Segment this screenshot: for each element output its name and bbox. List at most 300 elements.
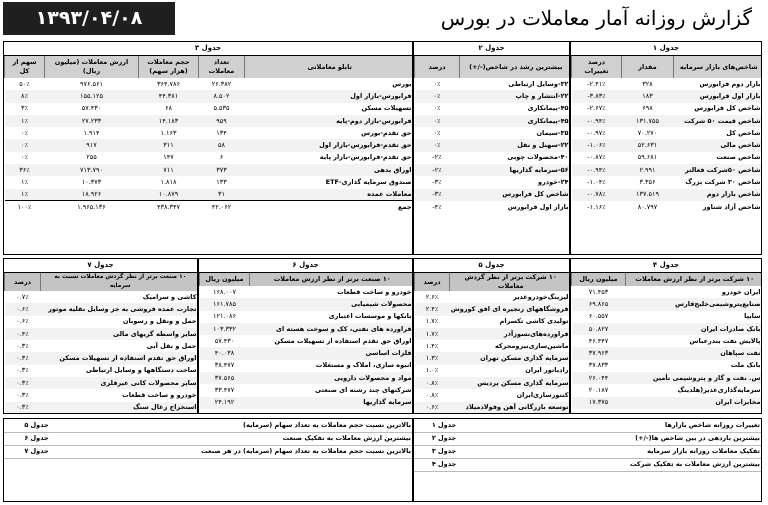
row-value: ۷۰.۲۷۰ <box>637 128 658 137</box>
row-value: ۱۷.۳۷۵ <box>572 397 626 409</box>
company-row <box>572 311 763 323</box>
row-value: ۳.۳۵۶ <box>639 178 656 187</box>
row-label: ۴۵-پیمانکاری <box>527 104 569 113</box>
row-label: استخراج زغال سنگ <box>41 402 199 414</box>
row-value: ۰٪ <box>433 128 441 137</box>
row-value: ۳۷.۹۶۳ <box>572 347 626 359</box>
row-value: ۹۵۹ <box>199 115 245 127</box>
row-label: شاخص کل فرابورس <box>460 189 571 201</box>
row-value: ۳۲۸ <box>642 79 653 88</box>
row-label: سرمایه گذاریها <box>250 397 414 409</box>
row-label: کنتورسازی‌ایران <box>516 391 569 400</box>
industry-row <box>5 340 199 352</box>
company-row <box>572 372 763 384</box>
industry-row <box>5 377 199 389</box>
row-value: ۰.۳٪ <box>16 341 29 350</box>
row-value: ۶۹۸ <box>642 104 653 113</box>
row-label: سایر واسطه گریهای مالی <box>41 328 199 340</box>
row-value: ۸٪ <box>5 90 45 102</box>
table-5-header <box>415 273 571 291</box>
row-value: ۰.۳٪ <box>16 366 29 375</box>
col-company: ۱۰ شرکت برتر از نظر ارزش معاملات <box>626 273 763 286</box>
row-value: ۱.۳٪ <box>415 352 450 364</box>
row-value: ۳۳.۴۷۷ <box>214 386 235 395</box>
row-value: ۱۳۴ <box>216 128 227 137</box>
row-label: ۲۲-سهنل و نقل <box>460 139 571 151</box>
row-value: ۲.۶٪ <box>425 292 439 301</box>
row-value: ۶۰.۵۵۷ <box>588 312 609 321</box>
col-percent: درصد <box>5 273 41 291</box>
industry-row <box>200 397 414 409</box>
row-value: ۰.۸٪ <box>415 377 450 389</box>
industry-row <box>200 286 414 298</box>
growth-row <box>415 152 571 164</box>
legend-left <box>3 418 413 502</box>
company-row <box>415 365 571 377</box>
table-6 <box>199 273 413 409</box>
industry-row <box>5 328 199 340</box>
row-value: ۱٪ <box>5 115 45 127</box>
row-label: تجارت عمده فروشی به جز وسایل نقلیه موتور <box>41 303 199 315</box>
row-label: شاخص مالی <box>674 139 763 151</box>
row-value: ۳۷.۵۶۵ <box>200 372 250 384</box>
growth-row <box>415 176 571 188</box>
row-value: ۵۷.۴۳۰ <box>214 336 235 345</box>
company-row <box>415 303 571 315</box>
row-label: ایران خودرو <box>721 287 761 296</box>
legend-description: بیشترین ارزش معاملات به تفکیک صنعت <box>69 432 413 445</box>
row-value: -۰.۷۸٪ <box>572 189 622 201</box>
row-value: ۱۳۱.۷۵۵ <box>622 115 674 127</box>
row-value: ۵۰.۸۲۷ <box>572 323 626 335</box>
row-label: ۴۰-محصولات چوبی <box>507 153 569 162</box>
company-row <box>415 291 571 303</box>
row-value: ۸.۵۰۲ <box>199 90 245 102</box>
row-label: ۲۲-انتشار و چاپ <box>460 90 571 102</box>
growth-row <box>415 103 571 115</box>
row-label: حق تقدم-بورس <box>361 128 412 137</box>
row-label: شاخص ۳۰ شرکت بزرگ <box>685 178 761 187</box>
row-value: ۱۸.۹۲۶ <box>45 189 139 201</box>
report-date: ۱۳۹۳/۰۴/۰۸ <box>3 2 175 35</box>
industry-row <box>5 389 199 401</box>
row-label: ۴۵-پیمانکاری <box>460 115 571 127</box>
row-value: -۲٪ <box>432 153 442 162</box>
row-label: بورس <box>392 79 412 88</box>
table-3-title: جدول ۳ <box>4 42 412 56</box>
company-row <box>415 328 571 340</box>
row-label: پالایش نفت بندرعباس <box>689 336 761 345</box>
board-row <box>5 78 414 90</box>
industry-row <box>200 335 414 347</box>
row-label: فرابورس-بازار دوم-پایه <box>245 115 414 127</box>
board-row <box>5 103 414 115</box>
row-value: ۰.۸٪ <box>425 391 439 400</box>
row-value: ۰.۷٪ <box>16 292 29 301</box>
col-percent: درصد <box>415 273 450 291</box>
row-label: ماشین‌سازی‌نیرومحرکه <box>494 341 569 350</box>
table-1-panel <box>570 41 762 255</box>
row-value: ۱۳۳ <box>216 178 227 187</box>
row-value: ۱.۸۱۸ <box>160 178 177 187</box>
total-label: جمع <box>245 201 414 213</box>
row-value: ۱.۹۱۴ <box>83 128 100 137</box>
row-value: ۵۲.۶۳۱ <box>622 139 674 151</box>
col-industry: ۱۰ صنعت برتر از نظر ارزش معاملات <box>250 273 414 286</box>
row-label: بانکها و موسسات اعتباری <box>328 312 412 321</box>
row-value: -۰.۸۷٪ <box>587 153 606 162</box>
col-index-name: شاخص‌های بازار سرمایه <box>674 56 763 78</box>
row-value: ۴۴.۳۸۱ <box>139 90 199 102</box>
legend-right-table <box>414 419 762 472</box>
table-3-panel <box>3 41 413 255</box>
company-row <box>572 298 763 310</box>
table-7 <box>4 273 198 414</box>
table-3-total-row <box>5 201 414 213</box>
board-row <box>5 176 414 188</box>
industry-row <box>200 384 414 396</box>
row-label: شاخص صنعت <box>716 153 761 162</box>
row-value: ۹۷۶.۵۶۱ <box>79 79 103 88</box>
row-label: س. نفت و گاز و پتروشیمی تأمین <box>626 372 763 384</box>
growth-row <box>415 78 571 90</box>
row-label: فراورده های نفتی، کک و سوخت هسته ای <box>250 323 414 335</box>
row-label: کاشی و سرامیک <box>142 292 197 301</box>
table-4-panel <box>570 258 762 414</box>
row-label: محصولات شیمیایی <box>250 298 414 310</box>
row-label: مواد و محصولات دارویی <box>250 372 414 384</box>
table-6-panel <box>198 258 413 414</box>
index-row <box>572 201 763 213</box>
row-value: ۰٪ <box>415 115 460 127</box>
row-value: ۱۸۳ <box>622 90 674 102</box>
table-5-title: جدول ۵ <box>414 259 569 273</box>
company-row <box>572 286 763 298</box>
board-row <box>5 115 414 127</box>
col-top-growth: بیشترین رشد در شاخص(-/+) <box>460 56 571 78</box>
table-2-panel <box>413 41 570 255</box>
row-value: -۰.۹۷٪ <box>587 128 606 137</box>
row-value: ۰٪ <box>21 128 28 137</box>
row-value: ۱٪ <box>5 189 45 201</box>
row-value: -۳٪ <box>432 178 442 187</box>
col-trades-count: تعداد معاملات <box>199 56 245 78</box>
legend-description: تغییرات روزانه شاخص بازارها <box>474 419 762 432</box>
legend-left-table <box>4 419 413 459</box>
industry-row <box>5 352 199 364</box>
row-label: شاخص کل فرابورس <box>694 104 761 113</box>
industry-row <box>200 347 414 359</box>
row-label: اوراق بدهی <box>245 164 414 176</box>
company-row <box>415 377 571 389</box>
row-value: ۹۱۷ <box>45 139 139 151</box>
row-value: ۰٪ <box>21 153 28 162</box>
row-value: ۱۰۳.۳۳۲ <box>200 323 250 335</box>
growth-row <box>415 164 571 176</box>
board-row <box>5 90 414 102</box>
table-2-header <box>415 56 571 78</box>
legend-row <box>4 445 413 458</box>
row-label: بازار اول فرابورس <box>674 90 763 102</box>
row-value: ۳۶٪ <box>5 164 45 176</box>
total-count: ۴۲.۰۶۲ <box>199 201 245 213</box>
table-7-title: جدول ۷ <box>4 259 197 273</box>
row-value: ۴۰.۰۳۸ <box>200 347 250 359</box>
growth-row <box>415 201 571 213</box>
row-label: سایر محصولات کانی غیرفلزی <box>41 377 199 389</box>
row-value: ۷۱۳.۷۹۰ <box>45 164 139 176</box>
row-value: ۲۷.۲۳۳ <box>45 115 139 127</box>
table-6-header <box>200 273 414 286</box>
row-label: سرمایه گذاری مسکن تهران <box>450 352 571 364</box>
report-title: گزارش روزانه آمار معاملات در بورس <box>440 6 752 30</box>
row-value: ۲.۹۹۱ <box>622 164 674 176</box>
legend-row <box>414 445 762 458</box>
row-value: ۰.۴٪ <box>5 328 41 340</box>
legend-table-key: جدول ۴ <box>414 458 474 471</box>
row-label: اوراق حق تقدم استفاده از تسهیلات مسکن <box>41 352 199 364</box>
row-value: ۲۰.۱۸۷ <box>588 386 609 395</box>
row-label: رادیاتور ایران <box>525 366 569 375</box>
index-row <box>572 152 763 164</box>
row-value: ۰٪ <box>433 79 441 88</box>
row-value: ۰٪ <box>5 139 45 151</box>
row-value: ۳۱۱ <box>139 139 199 151</box>
legend-description: بالاترین نسبت حجم معاملات به تعداد سهام (سرمایه) در هر صنعت <box>69 445 413 458</box>
industry-row <box>200 372 414 384</box>
col-value: مقدار <box>622 56 674 78</box>
row-value: ۰.۳٪ <box>5 377 41 389</box>
row-value: ۳۱ <box>199 189 245 201</box>
col-industry: ۱۰ صنعت برتر از نظر گردش معاملات نسبت به سرمایه <box>41 273 199 291</box>
growth-row <box>415 115 571 127</box>
col-percent: درصد <box>415 56 460 78</box>
table-4-title: جدول ۴ <box>571 259 761 273</box>
industry-row <box>5 365 199 377</box>
col-board: تابلو معاملاتی <box>245 56 414 78</box>
row-value: -۲.۶۷٪ <box>587 104 606 113</box>
row-label: سایپا <box>744 312 761 321</box>
legend-table-key: جدول ۵ <box>4 419 69 432</box>
board-row <box>5 152 414 164</box>
row-label: شاخص آزاد شناور <box>702 202 761 211</box>
industry-row <box>5 303 199 315</box>
row-label: شاخص قیمت ۵۰ شرکت <box>674 115 763 127</box>
row-value: ۱۰.۸۷۹ <box>139 189 199 201</box>
row-value: ۳۶۴.۷۸۶ <box>156 79 180 88</box>
row-value: ۸۰.۷۹۷ <box>637 202 658 211</box>
row-value: ۴۶.۴۴۷ <box>588 336 609 345</box>
row-value: ۳۷.۸۳۳ <box>588 361 609 370</box>
table-1 <box>571 56 762 213</box>
row-label: سرمایه‌گذاری‌غدیر(هلدینگ <box>677 386 761 395</box>
row-value: ۱۲۱.۰۸۶ <box>212 312 236 321</box>
table-2 <box>414 56 570 213</box>
row-label: ۳۵-سیمان <box>536 128 569 137</box>
row-label: شاخص کل <box>726 128 761 137</box>
row-label: توسعه بازرگانی آهن وفولادمیلاد <box>450 402 571 414</box>
row-label: حق تقدم-فرابورس-بازار اول <box>245 139 414 151</box>
company-row <box>415 316 571 328</box>
company-row <box>415 352 571 364</box>
table-7-header <box>5 273 199 291</box>
board-row <box>5 189 414 201</box>
row-value: ۱۰.۳۷۳ <box>81 178 102 187</box>
index-row <box>572 176 763 188</box>
row-label: ۵۶-سرمایه گذاریها <box>460 164 571 176</box>
row-value: ۳۸.۴۷۷ <box>214 361 235 370</box>
row-label: بازار دوم فرابورس <box>699 79 761 88</box>
row-label: شرکتهای چند رشته ای صنعتی <box>315 386 412 395</box>
row-value: ۳٪ <box>21 104 28 113</box>
table-4-header <box>572 273 763 286</box>
legend-table-key: جدول ۲ <box>414 432 474 445</box>
row-label: صنایع‌پتروشیمی‌خلیج‌فارس <box>626 298 763 310</box>
table-1-header <box>572 56 763 78</box>
company-row <box>572 397 763 409</box>
col-change: درصد تغییرات <box>572 56 622 78</box>
table-3-header <box>5 56 414 78</box>
growth-row <box>415 90 571 102</box>
col-company: ۱۰ شرکت برتر از نظر گردش معاملات <box>450 273 571 291</box>
legend-description: بالاترین نسبت حجم معاملات به تعداد سهام (سرمایه) <box>69 419 413 432</box>
row-value: -۱.۱۶٪ <box>587 202 606 211</box>
row-label: شاخص ۵۰شرکت فعالتر <box>674 164 763 176</box>
row-label: ۲۴-خودرو <box>537 178 569 187</box>
index-row <box>572 127 763 139</box>
row-value: ۰٪ <box>415 90 460 102</box>
row-value: ۱۵۵.۱۲۵ <box>45 90 139 102</box>
row-label: خودرو و ساخت قطعات <box>337 287 412 296</box>
row-value: ۰.۶٪ <box>415 402 450 414</box>
row-value: ۱.۷٪ <box>415 328 450 340</box>
row-label: بانک صادرات ایران <box>626 323 763 335</box>
legend-row <box>4 432 413 445</box>
row-value: ۱.۱۶۳ <box>160 128 177 137</box>
row-label: ۳۲-وسایل ارتباطی <box>508 79 569 88</box>
company-row <box>572 347 763 359</box>
legend-description: بیشترین ارزش معاملات به تفکیک شرکت <box>474 458 762 471</box>
total-value: ۱.۹۶۵.۱۳۶ <box>45 201 139 213</box>
row-value: ۱۴.۱۸۳ <box>139 115 199 127</box>
index-row <box>572 115 763 127</box>
row-value: -۲.۴۱٪ <box>587 79 606 88</box>
industry-row <box>5 316 199 328</box>
row-value: -۰.۹۴٪ <box>572 115 622 127</box>
growth-row <box>415 189 571 201</box>
row-label: حمل و نقل آبی <box>146 341 197 350</box>
row-label: بانک ملت <box>730 361 761 370</box>
row-label: لیزینگ‌خودروغدیر <box>513 292 569 301</box>
company-row <box>415 402 571 414</box>
legend-row <box>414 458 762 471</box>
row-value: ۵۹.۶۸۱ <box>637 153 658 162</box>
company-row <box>572 360 763 372</box>
row-value: ۰٪ <box>433 104 441 113</box>
board-row <box>5 164 414 176</box>
index-row <box>572 189 763 201</box>
row-value: ۵۷.۴۳۰ <box>81 104 102 113</box>
company-row <box>572 323 763 335</box>
col-value: میلیون ریال <box>572 273 626 286</box>
col-value: میلیون ریال <box>200 273 250 286</box>
row-value: ۰.۳٪ <box>5 402 41 414</box>
row-value: ۱۳۷.۵۱۹ <box>622 189 674 201</box>
legend-description: تفکیک معاملات روزانه بازار سرمایه <box>474 445 762 458</box>
industry-row <box>200 323 414 335</box>
row-value: ۰.۶٪ <box>16 317 29 326</box>
col-share: سهم از کل <box>5 56 45 78</box>
growth-row <box>415 127 571 139</box>
legend-right <box>413 418 762 502</box>
row-value: ۷۱۱ <box>139 164 199 176</box>
row-value: ۲۴.۱۹۲ <box>200 397 250 409</box>
row-value: ۱.۰٪ <box>425 366 439 375</box>
table-7-panel <box>3 258 198 414</box>
growth-row <box>415 139 571 151</box>
row-value: -۱.۰۶٪ <box>572 139 622 151</box>
row-value: -۰.۹۴٪ <box>572 164 622 176</box>
row-value: ۰.۳٪ <box>5 352 41 364</box>
industry-row <box>200 360 414 372</box>
row-value: ۱۴۷ <box>163 153 174 162</box>
company-row <box>572 335 763 347</box>
industry-row <box>5 402 199 414</box>
row-value: ۰.۶٪ <box>5 303 41 315</box>
row-value: ۵.۵۳۵ <box>213 104 230 113</box>
row-value: ۱.۴٪ <box>425 341 439 350</box>
row-label: معاملات عمده <box>245 189 414 201</box>
row-label: سرمایه گذاری مسکن پردیس <box>450 377 571 389</box>
industry-row <box>200 311 414 323</box>
company-row <box>415 340 571 352</box>
row-value: ۱۶۱.۷۸۵ <box>200 298 250 310</box>
row-value: ۲۶.۰۴۴ <box>572 372 626 384</box>
company-row <box>415 389 571 401</box>
legend-description: بیشترین بازدهی در بین شاخص ها(-/+) <box>474 432 762 445</box>
row-label: بازار اول فرابورس <box>507 202 569 211</box>
row-label: فرابورس-بازار اول <box>245 90 414 102</box>
table-4 <box>571 273 762 409</box>
index-row <box>572 164 763 176</box>
row-value: ۷۱.۴۵۳ <box>588 287 609 296</box>
row-label: فلزات اساسی <box>250 347 414 359</box>
row-label: صندوق سرمایه گذاری-ETF <box>325 178 412 187</box>
legend-row <box>414 419 762 432</box>
legend-table-key: جدول ۳ <box>414 445 474 458</box>
index-row <box>572 103 763 115</box>
legend-row <box>4 419 413 432</box>
row-value: ۰.۳٪ <box>16 391 29 400</box>
col-volume: حجم معاملات (هزار سهم) <box>139 56 199 78</box>
board-row <box>5 139 414 151</box>
total-share: ۱۰۰٪ <box>5 201 45 213</box>
total-volume: ۴۳۸.۳۴۷ <box>139 201 199 213</box>
row-value: ۳۷۳ <box>199 164 245 176</box>
legend-row <box>414 432 762 445</box>
legend-table-key: جدول ۱ <box>414 419 474 432</box>
company-row <box>572 384 763 396</box>
table-5 <box>414 273 570 414</box>
index-row <box>572 139 763 151</box>
row-label: اوراق حق تقدم استفاده از تسهیلات مسکن <box>274 336 412 345</box>
index-row <box>572 90 763 102</box>
row-label: نفت سپاهان <box>626 347 763 359</box>
table-2-title: جدول ۲ <box>414 42 569 56</box>
row-label: مخابرات ایران <box>626 397 763 409</box>
index-row <box>572 78 763 90</box>
row-value: -۳٪ <box>415 189 460 201</box>
